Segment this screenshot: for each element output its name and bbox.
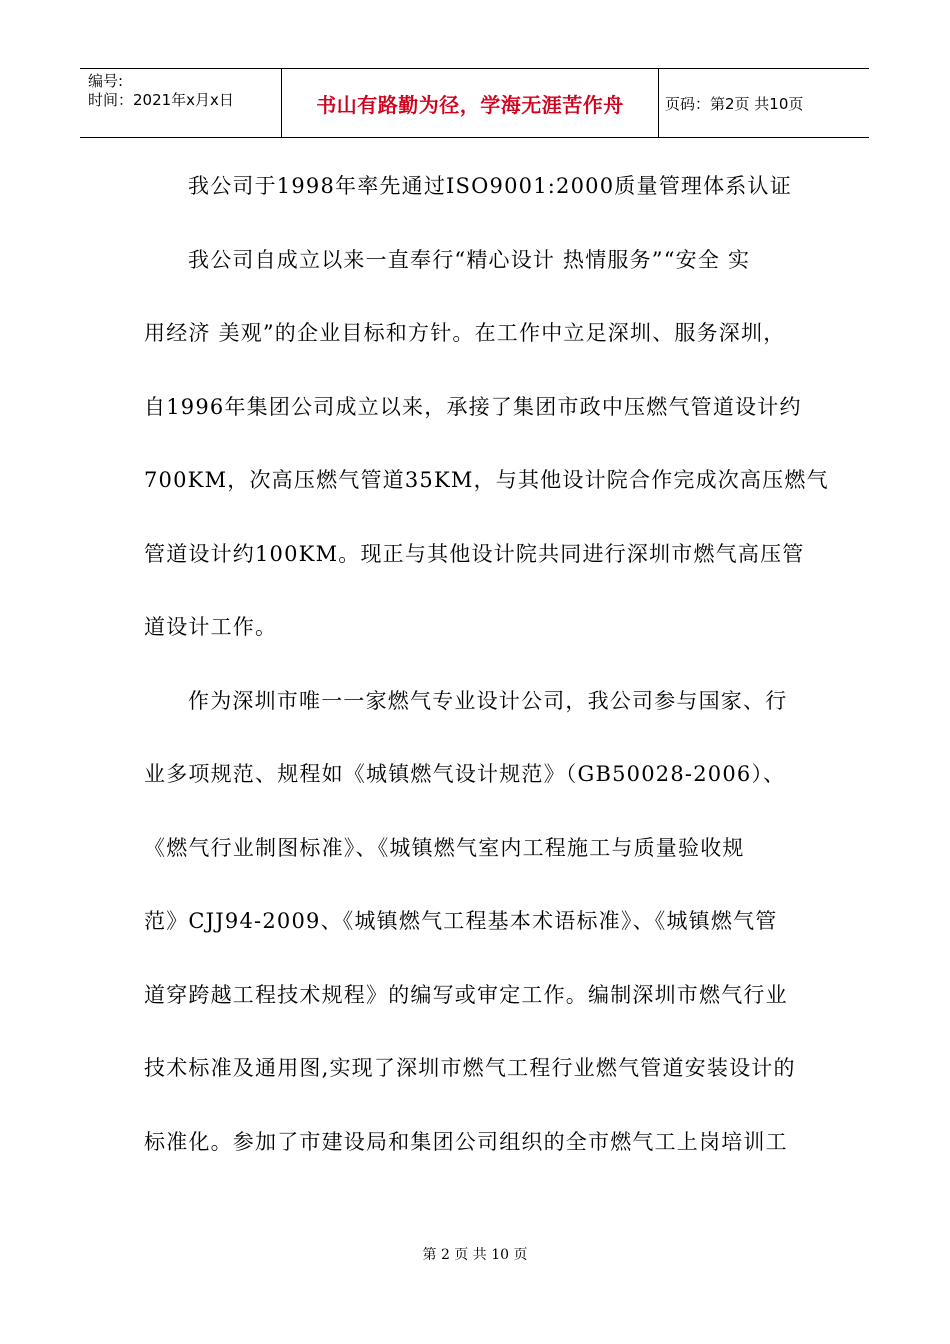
body-line: 标准化。参加了市建设局和集团公司组织的全市燃气工上岗培训工 [144,1129,788,1154]
body-line: 技术标准及通用图,实现了深圳市燃气工程行业燃气管道安装设计的 [144,1056,796,1080]
body-line: 业多项规范、规程如《城镇燃气设计规范》（GB50028-2006）、 [144,762,786,786]
body-line: 自1996年集团公司成立以来，承接了集团市政中压燃气管道设计约 [144,394,802,419]
header-page-info: 页码：第2页 共10页 [665,94,804,113]
body-line: 用经济 美观”的企业目标和方针。在工作中立足深圳、服务深圳， [144,321,786,345]
header-motto: 书山有路勤为径，学海无涯苦作舟 [282,69,659,137]
page-footer: 第 2 页 共 10 页 [422,1247,528,1263]
body-line: 我公司自成立以来一直奉行“精心设计 热情服务”“安全 实 [188,247,751,272]
body-line: 700KM，次高压燃气管道35KM，与其他设计院合作完成次高压燃气 [144,468,829,492]
body-line: 道设计工作。 [144,615,278,639]
time-label: 时间：2021年x月x日 [88,91,234,109]
body-line: 管道设计约100KM。现正与其他设计院共同进行深圳市燃气高压管 [144,541,805,566]
header-meta [80,69,282,137]
body-line: 我公司于1998年率先通过ISO9001:2000质量管理体系认证 [188,174,792,198]
page-header [80,68,869,138]
body-line: 范》CJJ94-2009、《城镇燃气工程基本术语标准》、《城镇燃气管 [144,909,778,933]
number-label: 编号: [88,72,124,90]
body-line: 道穿跨越工程技术规程》的编写或审定工作。编制深圳市燃气行业 [144,982,788,1007]
body-line: 作为深圳市唯一一家燃气专业设计公司，我公司参与国家、行 [188,688,788,713]
document-body [144,160,829,1189]
body-line: 《燃气行业制图标准》、《城镇燃气室内工程施工与质量验收规 [144,835,745,860]
